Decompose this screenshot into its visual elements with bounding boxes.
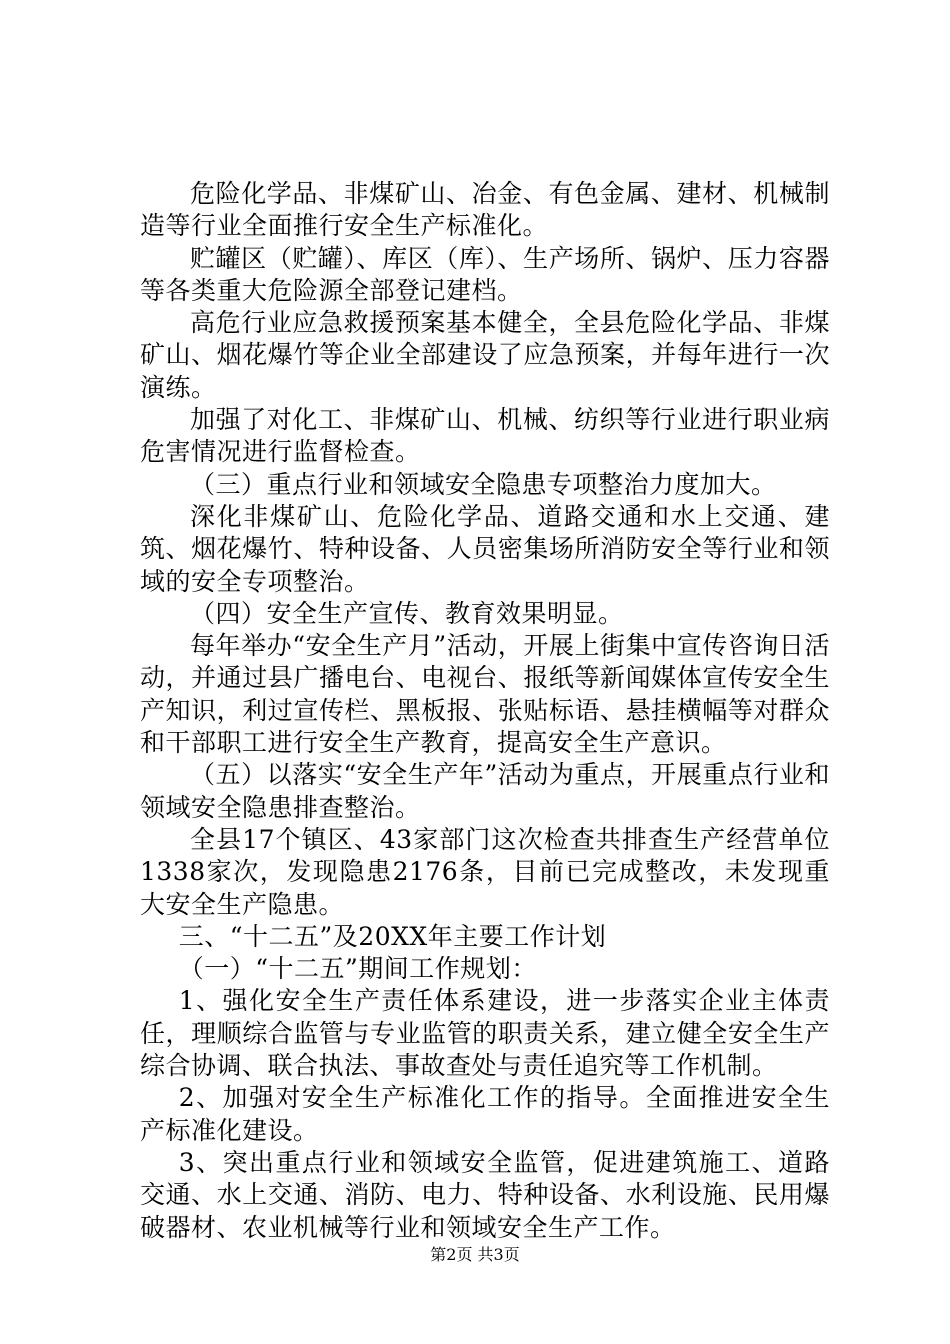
- document-body: [140, 178, 830, 1244]
- list-item: 2、加强对安全生产标准化工作的指导。全面推进安全生产标准化建设。: [140, 1083, 830, 1145]
- section-heading: （三）重点行业和领域安全隐患专项整治力度加大。: [190, 469, 777, 499]
- paragraph: 全县17个镇区、43家部门这次检查共排查生产经营单位1338家次，发现隐患2176条，目前已完成整改，未发现重大安全生产隐患。: [140, 824, 830, 919]
- section-heading: （一）“十二五”期间工作规划：: [178, 954, 537, 984]
- list-item: 1、强化安全生产责任体系建设，进一步落实企业主体责任，理顺综合监管与专业监管的职责关系，建立健全安全生产综合协调、联合执法、事故查处与责任追究等工作机制。: [140, 986, 830, 1081]
- paragraph: 高危行业应急救援预案基本健全，全县危险化学品、非煤矿山、烟花爆竹等企业全部建设了应急预案，并每年进行一次演练。: [140, 308, 830, 402]
- list-item: 3、突出重点行业和领域安全监管，促进建筑施工、道路交通、水上交通、消防、电力、特种设备、水利设施、民用爆破器材、农业机械等行业和领域安全生产工作。: [140, 1147, 830, 1242]
- section-heading: （五）以落实“安全生产年”活动为重点，开展重点行业和领域安全隐患排查整治。: [140, 760, 830, 822]
- paragraph: 深化非煤矿山、危险化学品、道路交通和水上交通、建筑、烟花爆竹、特种设备、人员密集场所消防安全等行业和领域的安全专项整治。: [140, 501, 830, 596]
- page-number-footer: 第2页 共3页: [430, 1245, 520, 1264]
- paragraph: 贮罐区（贮罐）、库区（库）、生产场所、锅炉、压力容器等各类重大危险源全部登记建档。: [140, 243, 830, 305]
- section-heading: （四）安全生产宣传、教育效果明显。: [190, 598, 624, 628]
- paragraph: 危险化学品、非煤矿山、冶金、有色金属、建材、机械制造等行业全面推行安全生产标准化。: [140, 179, 830, 241]
- paragraph: 每年举办“安全生产月”活动，开展上街集中宣传咨询日活动，并通过县广播电台、电视台、报纸等新闻媒体宣传安全生产知识，利过宣传栏、黑板报、张贴标语、悬挂横幅等对群众和干部职工进行安全生产教育，提高安全生产意识。: [140, 631, 830, 758]
- paragraph: 加强了对化工、非煤矿山、机械、纺织等行业进行职业病危害情况进行监督检查。: [140, 405, 830, 467]
- chapter-heading: 三、“十二五”及20XX年主要工作计划: [178, 921, 607, 951]
